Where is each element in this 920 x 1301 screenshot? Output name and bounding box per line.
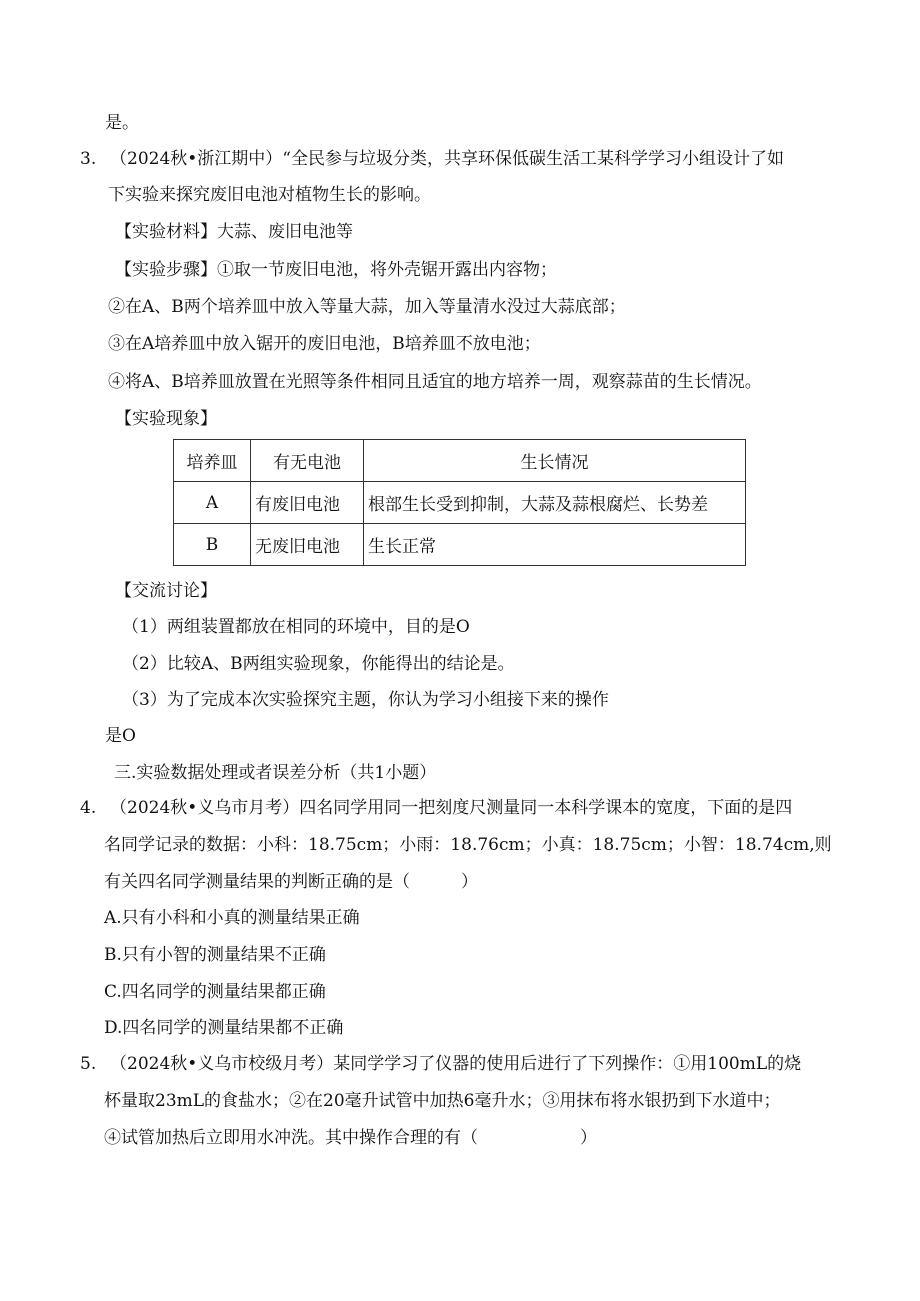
q4-option-b: B.只有小智的测量结果不正确 (104, 945, 326, 965)
table-header-cell: 培养皿 (174, 440, 251, 482)
q3-subquestion-3-cont: 是O (105, 726, 136, 746)
q5-stem-line3: ④试管加热后立即用水冲洗。其中操作合理的有（ ） (104, 1128, 597, 1148)
table-header-cell: 生长情况 (364, 440, 746, 482)
q4-option-a: A.只有小科和小真的测量结果正确 (104, 908, 360, 928)
table-cell: 生长正常 (364, 524, 746, 566)
prev-answer-fragment: 是。 (105, 113, 139, 133)
table-cell: 无废旧电池 (251, 524, 364, 566)
q3-phenomena-heading: 【实验现象】 (115, 409, 217, 429)
q4-number: 4. (80, 798, 97, 818)
q5-stem-line2: 杯量取23mL的食盐水；②在20毫升试管中加热6毫升水；③用抹布将水银扔到下水道中； (104, 1091, 781, 1111)
section-heading: 三.实验数据处理或者误差分析（共1小题） (114, 763, 437, 783)
q3-step-3: ③在A培养皿中放入锯开的废旧电池，B培养皿不放电池； (108, 334, 541, 354)
q5-number: 5. (80, 1054, 97, 1074)
q3-step-1: 【实验步骤】①取一节废旧电池，将外壳锯开露出内容物； (115, 260, 557, 280)
q3-discussion-heading: 【交流讨论】 (115, 581, 217, 601)
q3-subquestion-1: （1）两组装置都放在相同的环境中，目的是O (122, 617, 470, 637)
q4-stem-line1: （2024秋•义乌市月考）四名同学用同一把刻度尺测量同一本科学课本的宽度，下面的是四 (110, 798, 793, 818)
q3-number: 3. (80, 149, 97, 169)
q4-stem-line3: 有关四名同学测量结果的判断正确的是（ ） (104, 872, 478, 892)
table-cell: A (174, 482, 251, 524)
q3-step-4: ④将A、B培养皿放置在光照等条件相同且适宜的地方培养一周，观察蒜苗的生长情况。 (108, 372, 762, 392)
table-cell: B (174, 524, 251, 566)
observation-table (173, 439, 746, 566)
q4-stem-line2: 名同学记录的数据：小科：18.75cm；小雨：18.76cm；小真：18.75cm；小智：18.74cm,则 (104, 835, 832, 855)
table-header-cell: 有无电池 (251, 440, 364, 482)
q3-stem-line1: （2024秋•浙江期中）“全民参与垃圾分类，共享环保低碳生活工某科学学习小组设计了如 (110, 149, 784, 169)
table-cell: 有废旧电池 (251, 482, 364, 524)
q3-subquestion-3: （3）为了完成本次实验探究主题，你认为学习小组接下来的操作 (122, 690, 609, 710)
q4-option-c: C.四名同学的测量结果都正确 (104, 982, 326, 1002)
table-row (174, 524, 746, 566)
q3-subquestion-2: （2）比较A、B两组实验现象，你能得出的结论是。 (122, 654, 515, 674)
q5-stem-line1: （2024秋•义乌市校级月考）某同学学习了仪器的使用后进行了下列操作：①用100mL的烧 (110, 1054, 802, 1074)
q4-option-d: D.四名同学的测量结果都不正确 (104, 1018, 344, 1038)
table-row (174, 482, 746, 524)
q3-step-2: ②在A、B两个培养皿中放入等量大蒜，加入等量清水没过大蒜底部； (108, 297, 626, 317)
q3-stem-line2: 下实验来探究废旧电池对植物生长的影响。 (108, 185, 431, 205)
table-header-row (174, 440, 746, 482)
q3-materials: 【实验材料】大蒜、废旧电池等 (115, 222, 353, 242)
table-cell: 根部生长受到抑制，大蒜及蒜根腐烂、长势差 (364, 482, 746, 524)
